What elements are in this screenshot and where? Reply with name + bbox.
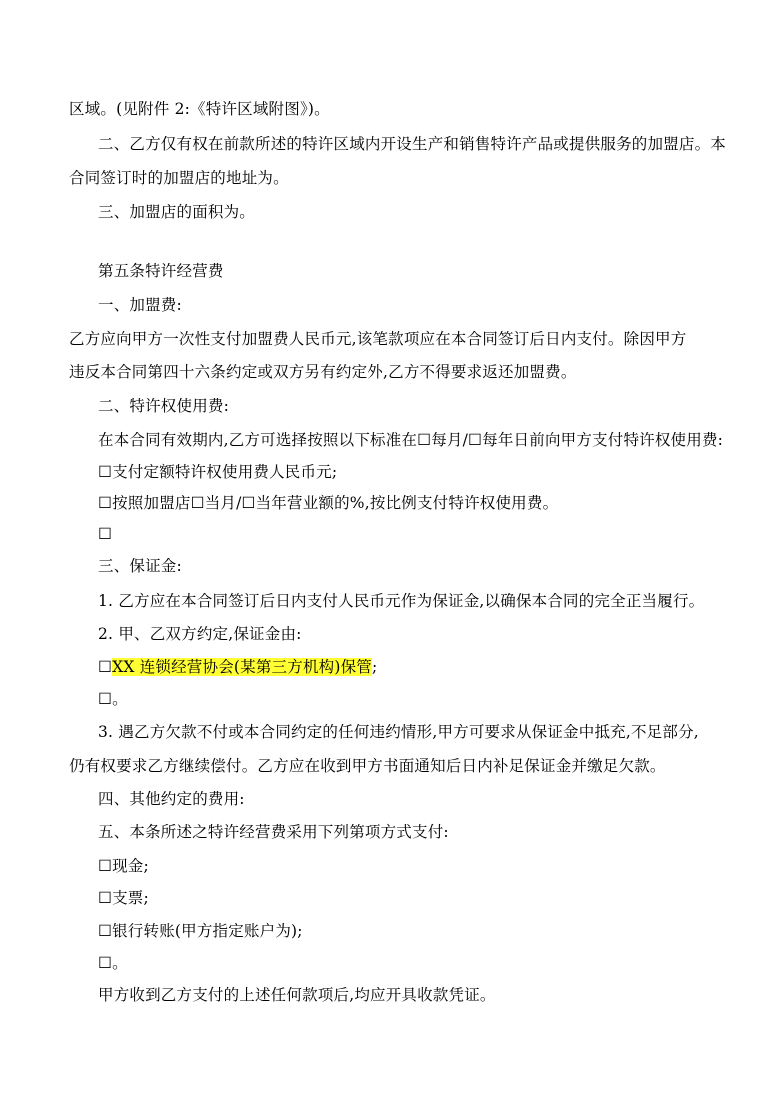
paragraph-line: ☐支付定额特许权使用费人民币元; bbox=[98, 463, 338, 481]
paragraph-line: 甲方收到乙方支付的上述任何款项后,均应开具收款凭证。 bbox=[98, 986, 496, 1004]
section-heading: 第五条特许经营费 bbox=[98, 262, 224, 280]
paragraph-line: 三、保证金: bbox=[98, 557, 182, 575]
paragraph-line: 违反本合同第四十六条约定或双方另有约定外,乙方不得要求返还加盟费。 bbox=[69, 363, 577, 381]
paragraph-line: 2. 甲、乙双方约定,保证金由: bbox=[98, 625, 302, 643]
paragraph-line: 二、乙方仅有权在前款所述的特许区域内开设生产和销售特许产品或提供服务的加盟店。本 bbox=[98, 135, 727, 153]
paragraph-line: 仍有权要求乙方继续偿付。乙方应在收到甲方书面通知后日内补足保证金并缴足欠款。 bbox=[69, 757, 666, 775]
paragraph-line: 乙方应向甲方一次性支付加盟费人民币元,该笔款项应在本合同签订后日内支付。除因甲方 bbox=[69, 330, 687, 348]
paragraph-line: 区域。(见附件 2:《特许区域附图》)。 bbox=[69, 100, 330, 118]
paragraph-line: 在本合同有效期内,乙方可选择按照以下标准在☐每月/☐每年日前向甲方支付特许权使用费: bbox=[98, 431, 724, 449]
checkbox-line: ☐支票; bbox=[98, 889, 149, 907]
punctuation: ; bbox=[372, 658, 378, 676]
paragraph-line: ☐按照加盟店☐当月/☐当年营业额的%,按比例支付特许权使用费。 bbox=[98, 494, 559, 512]
checkbox-line: ☐现金; bbox=[98, 857, 149, 875]
paragraph-line: 五、本条所述之特许经营费采用下列第项方式支付: bbox=[98, 823, 449, 841]
checkbox-line: ☐ bbox=[98, 525, 113, 543]
paragraph-line: 一、加盟费: bbox=[98, 296, 182, 314]
paragraph-line: 二、特许权使用费: bbox=[98, 397, 230, 415]
checkbox-line: ☐。 bbox=[98, 954, 128, 972]
highlighted-text: XX 连锁经营协会(某第三方机构)保管 bbox=[112, 658, 373, 676]
checkbox-glyph: ☐ bbox=[98, 658, 113, 676]
paragraph-line: 3. 遇乙方欠款不付或本合同约定的任何违约情形,甲方可要求从保证金中抵充,不足部分, bbox=[98, 723, 699, 741]
paragraph-line bbox=[98, 657, 718, 677]
paragraph-line: 四、其他约定的费用: bbox=[98, 790, 245, 808]
checkbox-line: ☐。 bbox=[98, 690, 128, 708]
checkbox-line: ☐银行转账(甲方指定账户为); bbox=[98, 922, 303, 940]
paragraph-line: 1. 乙方应在本合同签订后日内支付人民币元作为保证金,以确保本合同的完全正当履行。 bbox=[98, 592, 705, 610]
paragraph-line: 合同签订时的加盟店的地址为。 bbox=[69, 169, 289, 187]
paragraph-line: 三、加盟店的面积为。 bbox=[98, 203, 256, 221]
